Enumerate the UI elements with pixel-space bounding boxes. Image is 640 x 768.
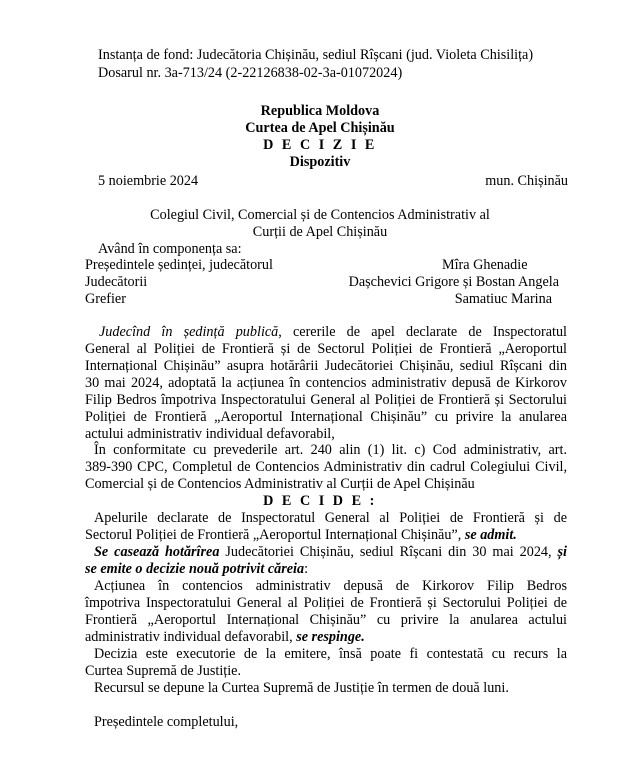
paragraph-line: Frontieră „Aeroportul Internațional Chișinău” cu privire la anularea actului bbox=[85, 612, 567, 628]
paragraph-line: General al Poliției de Frontieră și de Sectorul Poliției de Frontieră „Aeroportul bbox=[85, 341, 567, 357]
court-title: Curtea de Apel Chișinău bbox=[245, 120, 395, 136]
composition-row bbox=[85, 273, 559, 291]
composition-name: Mîra Ghenadie bbox=[442, 257, 528, 273]
paragraph-line: Judecînd în ședință publică, cererile de apel declarate de Inspectoratul bbox=[99, 324, 567, 340]
case-number: Dosarul nr. 3a-713/24 (2-22126838-02-3a-01072024) bbox=[98, 65, 403, 81]
composition-row bbox=[85, 290, 552, 308]
paragraph-line: Internațional Chișinău” asupra hotărârii Judecătoriei Chișinău, sediul Rîșcani din bbox=[85, 358, 567, 374]
paragraph-line: administrativ individual defavorabil, se respinge. bbox=[85, 629, 365, 645]
paragraph-line: 30 mai 2024, adoptată la acțiunea în contencios administrativ depusă de Kirkorov bbox=[85, 375, 567, 391]
college-line-2: Curții de Apel Chișinău bbox=[252, 224, 388, 240]
paragraph-line: Curtea Supremă de Justiție. bbox=[85, 663, 242, 679]
paragraph-line: 389-390 CPC, Completul de Contencios Administrativ din cadrul Colegiului Civil, bbox=[85, 459, 567, 475]
composition-row bbox=[85, 256, 555, 274]
decision-place: mun. Chișinău bbox=[485, 173, 568, 189]
college-line-1: Colegiul Civil, Comercial și de Contencios Administrativ al bbox=[150, 207, 490, 223]
paragraph-line: Decizia este executorie de la emitere, însă poate fi contestată cu recurs la bbox=[94, 646, 567, 662]
ruling-reject: se respinge. bbox=[296, 629, 365, 645]
paragraph-line: Comercial și de Contencios Administrativ al Curții de Apel Chișinău bbox=[85, 476, 475, 492]
decision-title: D E C I Z I E bbox=[263, 137, 377, 153]
ruling-new-decision: se emite o decizie nouă potrivit căreia bbox=[85, 561, 305, 577]
composition-role: Președintele ședinței, judecătorul bbox=[85, 257, 273, 273]
decide-heading: D E C I D E : bbox=[263, 493, 377, 509]
paragraph-line: actului administrativ individual defavorabil, bbox=[85, 426, 335, 442]
paragraph-line: În conformitate cu prevederile art. 240 alin (1) lit. c) Cod administrativ, art. bbox=[94, 442, 567, 458]
paragraph-line: Filip Bedros împotriva Inspectoratului General al Poliției de Frontieră și Sectorului bbox=[85, 392, 567, 408]
subtitle: Dispozitiv bbox=[289, 154, 351, 170]
public-hearing-phrase: Judecînd în ședință publică bbox=[99, 324, 279, 340]
signature-label: Președintele completului, bbox=[94, 714, 239, 730]
ruling-admit: se admit. bbox=[464, 527, 517, 543]
date-place-row bbox=[98, 172, 568, 190]
decision-date: 5 noiembrie 2024 bbox=[98, 173, 199, 189]
appeal-term: Recursul se depune la Curtea Supremă de Justiție în termen de două luni. bbox=[94, 680, 509, 696]
paragraph-line: împotriva Inspectoratului General al Poliției de Frontieră și Sectorului Poliției de bbox=[85, 595, 567, 611]
paragraph-line: Apelurile declarate de Inspectoratul General al Poliției de Frontieră și de bbox=[94, 510, 567, 526]
paragraph-line: Se casează hotărîrea Judecătoriei Chișinău, sediul Rîșcani din 30 mai 2024, și bbox=[94, 544, 567, 560]
composition-role: Judecătorii bbox=[85, 274, 148, 290]
paragraph-line: Poliției de Frontieră „Aeroportul Internațional Chișinău” cu privire la anularea bbox=[85, 409, 567, 425]
composition-role: Grefier bbox=[85, 291, 126, 307]
composition-name: Dașchevici Grigore și Bostan Angela bbox=[348, 274, 559, 290]
composition-name: Samatiuc Marina bbox=[454, 291, 552, 307]
paragraph-line: se emite o decizie nouă potrivit căreia: bbox=[85, 561, 309, 577]
ruling-quash: Se casează hotărîrea bbox=[94, 544, 220, 560]
composition-intro: Având în componența sa: bbox=[98, 241, 242, 257]
court-of-origin: Instanța de fond: Judecătoria Chișinău, sediul Rîșcani (jud. Violeta Chisilița) bbox=[98, 47, 534, 63]
country-title: Republica Moldova bbox=[260, 103, 380, 119]
paragraph-line: Sectorul Poliției de Frontieră „Aeroportul Internațional Chișinău”, se admit. bbox=[85, 527, 517, 543]
paragraph-line: Acțiunea în contencios administrativ depusă de Kirkorov Filip Bedros bbox=[94, 578, 567, 594]
